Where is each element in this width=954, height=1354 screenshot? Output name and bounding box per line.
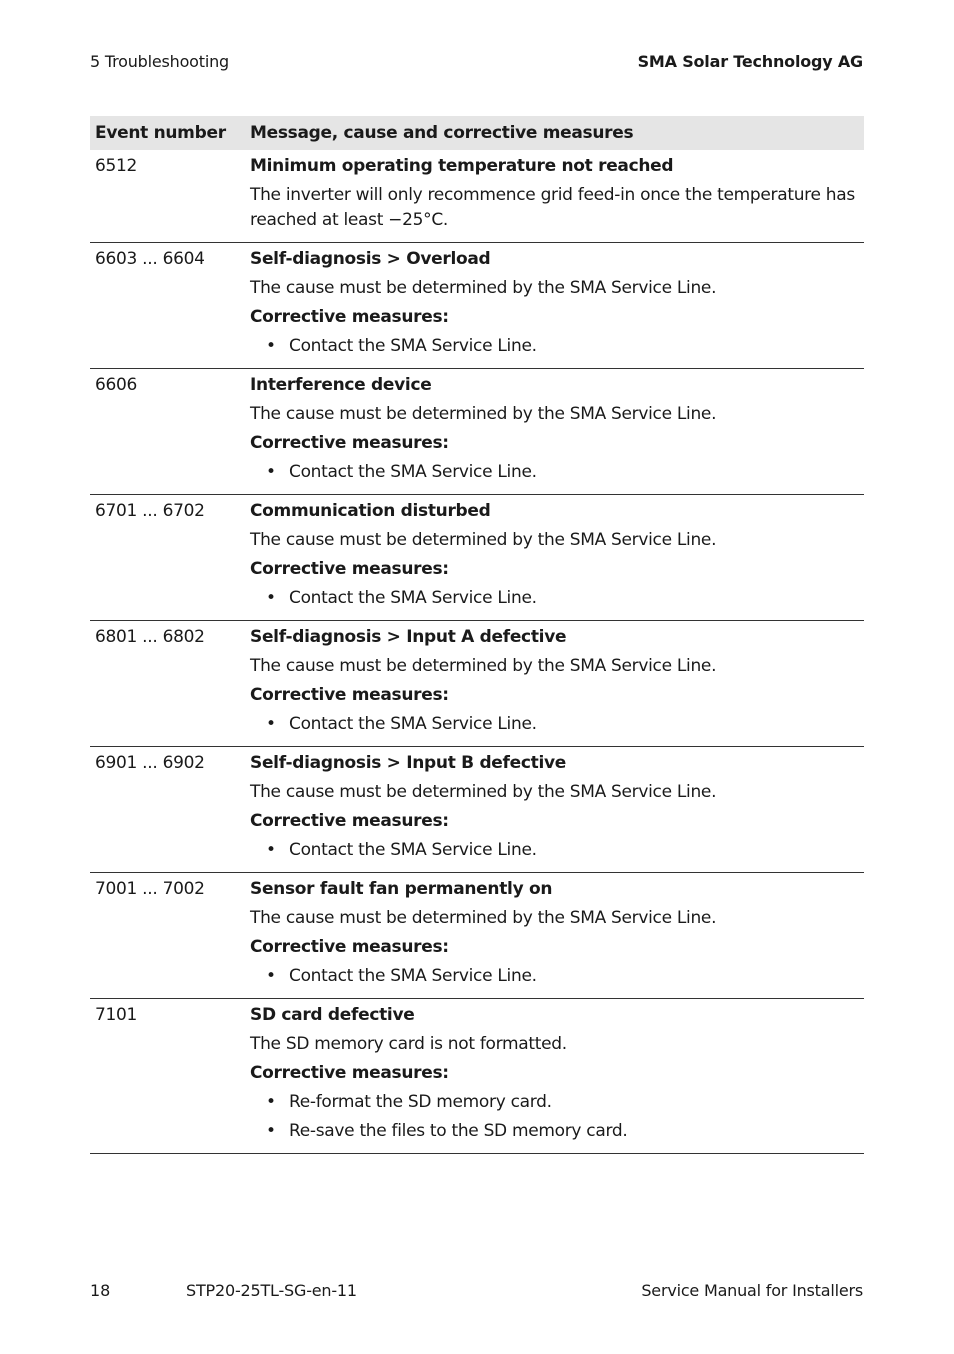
list-item xyxy=(250,460,859,485)
table-row xyxy=(90,495,864,621)
measure-text: Re-format the SD memory card. xyxy=(289,1092,552,1112)
event-number: 6801 ... 6802 xyxy=(90,621,245,747)
table-row xyxy=(90,621,864,747)
table-row xyxy=(90,369,864,495)
header-company: SMA Solar Technology AG xyxy=(637,52,863,71)
measure-text: Contact the SMA Service Line. xyxy=(289,840,537,860)
corrective-measures-list xyxy=(250,712,859,737)
measure-text: Contact the SMA Service Line. xyxy=(289,462,537,482)
list-item xyxy=(250,838,859,863)
corrective-measures-label: Corrective measures: xyxy=(250,433,449,453)
bullet-icon: • xyxy=(266,714,276,734)
bullet-icon: • xyxy=(266,966,276,986)
event-number: 7001 ... 7002 xyxy=(90,873,245,999)
table-row xyxy=(90,999,864,1154)
column-header-event-number: Event number xyxy=(90,116,245,150)
event-number: 6701 ... 6702 xyxy=(90,495,245,621)
event-cause: The SD memory card is not formatted. xyxy=(250,1034,567,1054)
event-details xyxy=(245,873,864,999)
event-message-title: Interference device xyxy=(250,375,432,395)
bullet-icon: • xyxy=(266,840,276,860)
corrective-measures-label: Corrective measures: xyxy=(250,685,449,705)
corrective-measures-list xyxy=(250,586,859,611)
table-header-row xyxy=(90,116,864,150)
event-message-title: Self-diagnosis > Input A defective xyxy=(250,627,567,647)
bullet-icon: • xyxy=(266,1092,276,1112)
list-item xyxy=(250,334,859,359)
event-cause: The cause must be determined by the SMA Service Line. xyxy=(250,530,717,550)
event-table xyxy=(90,116,864,1154)
event-details xyxy=(245,495,864,621)
corrective-measures-list xyxy=(250,460,859,485)
measure-text: Contact the SMA Service Line. xyxy=(289,966,537,986)
corrective-measures-list xyxy=(250,964,859,989)
event-details xyxy=(245,621,864,747)
event-cause: The cause must be determined by the SMA Service Line. xyxy=(250,656,717,676)
event-message-title: Sensor fault fan permanently on xyxy=(250,879,553,899)
header-section: 5 Troubleshooting xyxy=(90,52,229,71)
table-row xyxy=(90,873,864,999)
corrective-measures-list xyxy=(250,838,859,863)
list-item xyxy=(250,586,859,611)
bullet-icon: • xyxy=(266,462,276,482)
event-cause: The cause must be determined by the SMA Service Line. xyxy=(250,278,717,298)
list-item xyxy=(250,712,859,737)
event-details xyxy=(245,150,864,243)
list-item xyxy=(250,964,859,989)
corrective-measures-label: Corrective measures: xyxy=(250,1063,449,1083)
event-details xyxy=(245,243,864,369)
event-number: 6606 xyxy=(90,369,245,495)
event-rows xyxy=(90,150,864,1154)
measure-text: Contact the SMA Service Line. xyxy=(289,588,537,608)
measure-text: Contact the SMA Service Line. xyxy=(289,336,537,356)
table-row xyxy=(90,150,864,243)
corrective-measures-label: Corrective measures: xyxy=(250,937,449,957)
corrective-measures-label: Corrective measures: xyxy=(250,559,449,579)
corrective-measures-list xyxy=(250,334,859,359)
event-message-title: SD card defective xyxy=(250,1005,415,1025)
event-number: 6512 xyxy=(90,150,245,243)
column-header-message: Message, cause and corrective measures xyxy=(245,116,864,150)
list-item xyxy=(250,1090,859,1115)
measure-text: Re-save the files to the SD memory card. xyxy=(289,1121,628,1141)
bullet-icon: • xyxy=(266,336,276,356)
event-number: 6901 ... 6902 xyxy=(90,747,245,873)
event-details xyxy=(245,999,864,1154)
event-message-title: Self-diagnosis > Overload xyxy=(250,249,491,269)
event-cause: The cause must be determined by the SMA Service Line. xyxy=(250,782,717,802)
bullet-icon: • xyxy=(266,588,276,608)
manual-title: Service Manual for Installers xyxy=(641,1281,863,1300)
corrective-measures-label: Corrective measures: xyxy=(250,811,449,831)
page-number: 18 xyxy=(90,1281,111,1300)
event-number: 6603 ... 6604 xyxy=(90,243,245,369)
event-message-title: Self-diagnosis > Input B defective xyxy=(250,753,567,773)
corrective-measures-list xyxy=(250,1090,859,1144)
event-details xyxy=(245,369,864,495)
table-row xyxy=(90,747,864,873)
event-message-title: Minimum operating temperature not reached xyxy=(250,156,674,176)
event-cause: The cause must be determined by the SMA Service Line. xyxy=(250,404,717,424)
corrective-measures-label: Corrective measures: xyxy=(250,307,449,327)
table-row xyxy=(90,243,864,369)
measure-text: Contact the SMA Service Line. xyxy=(289,714,537,734)
document-id: STP20-25TL-SG-en-11 xyxy=(186,1281,357,1300)
event-details xyxy=(245,747,864,873)
bullet-icon: • xyxy=(266,1121,276,1141)
event-cause: The inverter will only recommence grid feed-in once the temperature has reached at least −25°C. xyxy=(250,185,855,230)
event-cause: The cause must be determined by the SMA Service Line. xyxy=(250,908,717,928)
list-item xyxy=(250,1119,859,1144)
event-message-title: Communication disturbed xyxy=(250,501,491,521)
event-number: 7101 xyxy=(90,999,245,1154)
